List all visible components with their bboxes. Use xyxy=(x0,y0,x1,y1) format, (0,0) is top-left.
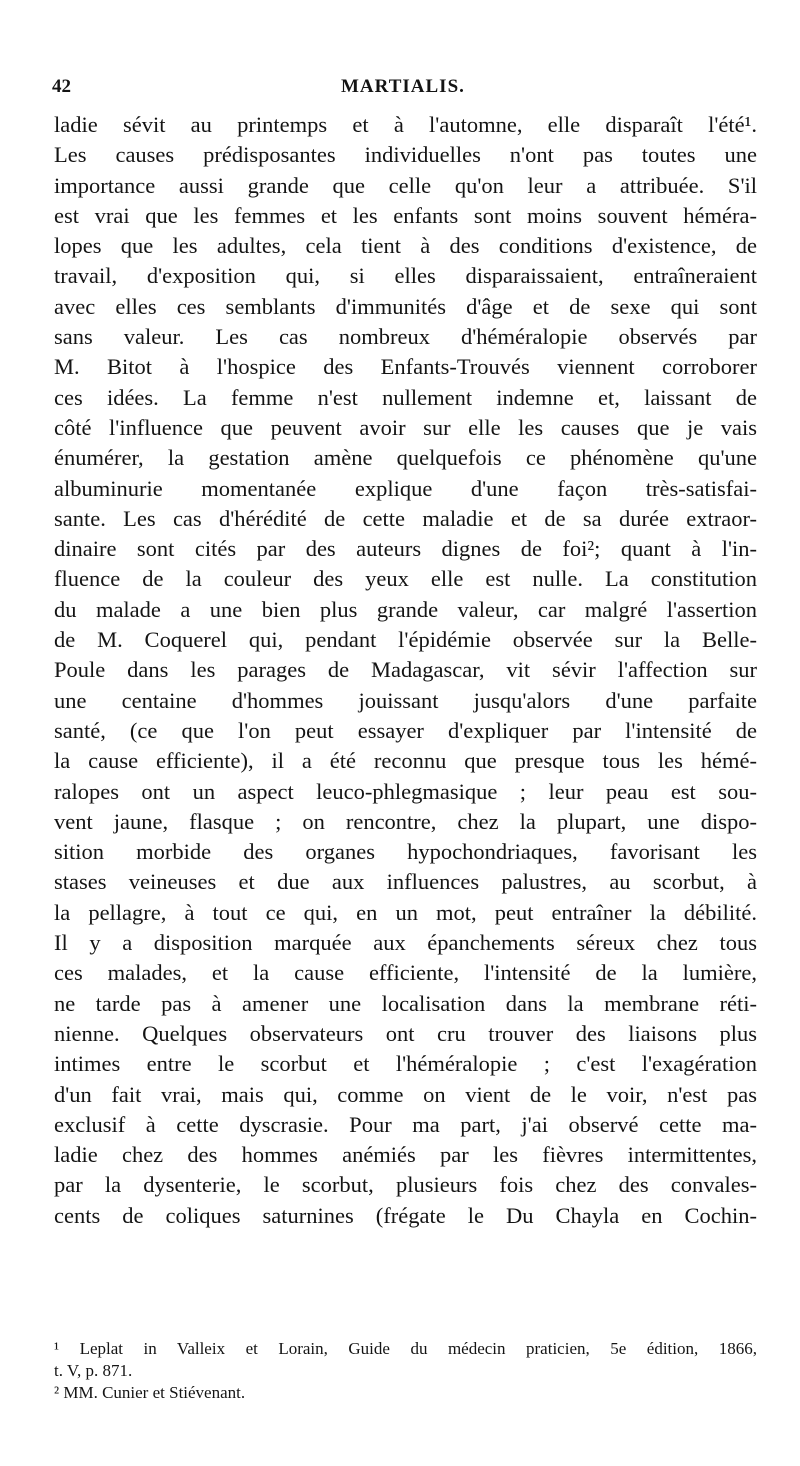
text-line: du malade a une bien plus grande valeur, car malgré l'assertion xyxy=(54,596,757,622)
text-line: Il y a disposition marquée aux épanchements séreux chez tous xyxy=(54,930,757,956)
text-line: santé, (ce que l'on peut essayer d'expliquer par l'intensité de xyxy=(54,717,757,743)
text-line: ces malades, et la cause efficiente, l'intensité de la lumière, xyxy=(54,960,757,986)
text-line: sition morbide des organes hypochondriaques, favorisant les xyxy=(54,839,757,865)
text-line: ces idées. La femme n'est nullement indemne et, laissant de xyxy=(54,384,757,410)
footnote-line: ² MM. Cunier et Stiévenant. xyxy=(54,1383,246,1402)
text-line: ralopes ont un aspect leuco-phlegmasique ; leur peau est sou- xyxy=(54,778,757,804)
text-line: une centaine d'hommes jouissant jusqu'alors d'une parfaite xyxy=(54,687,757,713)
text-line: fluence de la couleur des yeux elle est nulle. La constitution xyxy=(54,566,757,592)
text-line: Les causes prédisposantes individuelles n'ont pas toutes une xyxy=(54,142,757,168)
text-line: de M. Coquerel qui, pendant l'épidémie observée sur la Belle- xyxy=(54,627,757,653)
text-line: sante. Les cas d'hérédité de cette maladie et de sa durée extraor- xyxy=(54,505,757,531)
text-line: exclusif à cette dyscrasie. Pour ma part, j'ai observé cette ma- xyxy=(54,1111,757,1137)
text-line: côté l'influence que peuvent avoir sur elle les causes que je vais xyxy=(54,414,757,440)
text-line: énumérer, la gestation amène quelquefois ce phénomène qu'une xyxy=(54,445,757,471)
text-line: dinaire sont cités par des auteurs dignes de foi²; quant à l'in- xyxy=(54,536,757,562)
text-line: d'un fait vrai, mais qui, comme on vient de le voir, n'est pas xyxy=(54,1081,757,1107)
footnotes xyxy=(54,1338,757,1404)
body-text xyxy=(54,110,757,1231)
page-number: 42 xyxy=(52,76,71,97)
text-line: importance aussi grande que celle qu'on leur a attribuée. S'il xyxy=(54,172,757,198)
text-line: la cause efficiente), il a été reconnu que presque tous les hémé- xyxy=(54,748,757,774)
text-line: M. Bitot à l'hospice des Enfants-Trouvés viennent corroborer xyxy=(54,354,757,380)
text-line: par la dysenterie, le scorbut, plusieurs fois chez des convales- xyxy=(54,1172,757,1198)
footnote-line: ¹ Leplat in Valleix et Lorain, Guide du médecin praticien, 5e édition, 1866, xyxy=(54,1339,757,1358)
text-line: cents de coliques saturnines (frégate le Du Chayla en Cochin- xyxy=(54,1202,757,1228)
text-line: travail, d'exposition qui, si elles disparaissaient, entraîneraient xyxy=(54,263,757,289)
text-line: vent jaune, flasque ; on rencontre, chez la plupart, une dispo- xyxy=(54,808,757,834)
text-line: Poule dans les parages de Madagascar, vit sévir l'affection sur xyxy=(54,657,757,683)
text-line: lopes que les adultes, cela tient à des conditions d'existence, de xyxy=(54,233,757,259)
text-line: albuminurie momentanée explique d'une façon très-satisfai- xyxy=(54,475,757,501)
text-line: intimes entre le scorbut et l'héméralopie ; c'est l'exagération xyxy=(54,1051,757,1077)
footnote-line: t. V, p. 871. xyxy=(54,1361,133,1380)
text-line: nienne. Quelques observateurs ont cru trouver des liaisons plus xyxy=(54,1020,757,1046)
text-line: avec elles ces semblants d'immunités d'âge et de sexe qui sont xyxy=(54,293,757,319)
text-line: la pellagre, à tout ce qui, en un mot, peut entraîner la débilité. xyxy=(54,899,757,925)
text-line: ne tarde pas à amener une localisation dans la membrane réti- xyxy=(54,990,757,1016)
text-line: ladie chez des hommes anémiés par les fièvres intermittentes, xyxy=(54,1142,757,1168)
running-head: MARTIALIS. xyxy=(341,76,465,97)
text-line: stases veineuses et due aux influences palustres, au scorbut, à xyxy=(54,869,757,895)
page-header xyxy=(52,76,752,100)
text-line: ladie sévit au printemps et à l'automne, elle disparaît l'été¹. xyxy=(54,112,757,137)
text-line: sans valeur. Les cas nombreux d'héméralopie observés par xyxy=(54,324,757,350)
text-line: est vrai que les femmes et les enfants sont moins souvent héméra- xyxy=(54,202,757,228)
